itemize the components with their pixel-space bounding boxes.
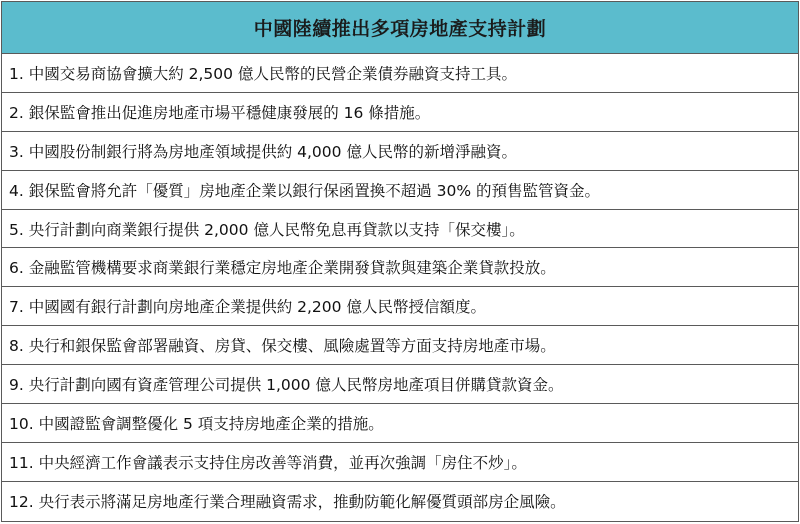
table-row: [2, 365, 798, 404]
table-body: [2, 54, 798, 521]
row-text: 2. 銀保監會推出促進房地產市場平穩健康發展的 16 條措施。: [9, 103, 431, 122]
row-text: 11. 中央經濟工作會議表示支持住房改善等消費，並再次強調「房住不炒」。: [9, 453, 527, 472]
row-text: 9. 央行計劃向國有資產管理公司提供 1,000 億人民幣房地產項目併購貸款資金。: [9, 376, 564, 395]
table-header: [2, 2, 798, 54]
table-row: [2, 326, 798, 365]
table-row: [2, 482, 798, 521]
policy-table: [1, 1, 799, 522]
table-row: [2, 443, 798, 482]
row-text: 3. 中國股份制銀行將為房地產領域提供約 4,000 億人民幣的新增淨融資。: [9, 142, 517, 161]
table-row: [2, 171, 798, 210]
table-row: [2, 54, 798, 93]
row-text: 1. 中國交易商協會擴大約 2,500 億人民幣的民營企業債券融資支持工具。: [9, 64, 517, 83]
table-row: [2, 248, 798, 287]
table-title: 中國陸續推出多項房地產支持計劃: [253, 18, 547, 40]
table-row: [2, 210, 798, 249]
row-text: 8. 央行和銀保監會部署融資、房貸、保交樓、風險處置等方面支持房地產市場。: [9, 337, 556, 356]
table-row: [2, 287, 798, 326]
table-row: [2, 404, 798, 443]
table-row: [2, 132, 798, 171]
row-text: 12. 央行表示將滿足房地產行業合理融資需求，推動防範化解優質頭部房企風險。: [9, 493, 566, 512]
row-text: 6. 金融監管機構要求商業銀行業穩定房地產企業開發貸款與建築企業貸款投放。: [9, 259, 556, 278]
row-text: 10. 中國證監會調整優化 5 項支持房地產企業的措施。: [9, 414, 384, 433]
row-text: 4. 銀保監會將允許「優質」房地產企業以銀行保函置換不超過 30% 的預售監管資金。: [9, 181, 601, 200]
row-text: 7. 中國國有銀行計劃向房地產企業提供約 2,200 億人民幣授信額度。: [9, 298, 486, 317]
table-row: [2, 93, 798, 132]
row-text: 5. 央行計劃向商業銀行提供 2,000 億人民幣免息再貸款以支持「保交樓」。: [9, 220, 525, 239]
